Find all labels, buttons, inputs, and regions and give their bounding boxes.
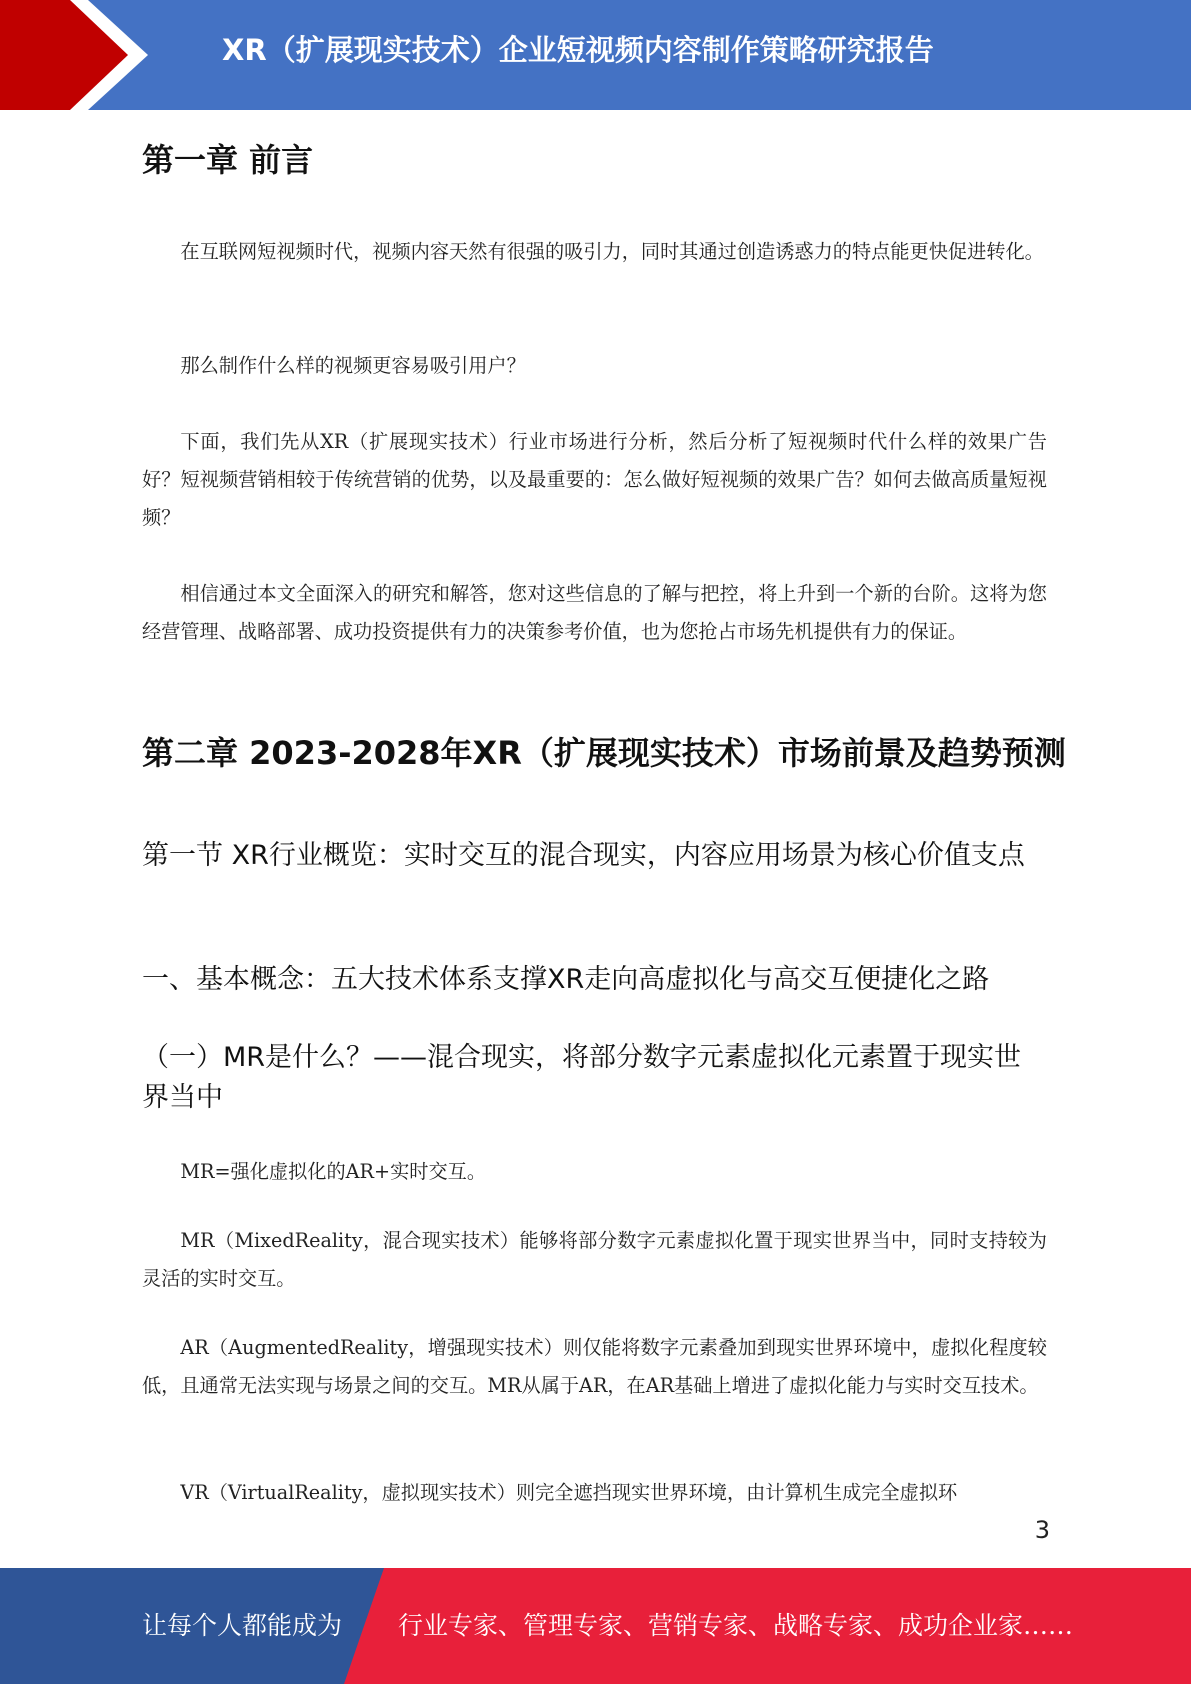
footer-slogan-left: 让每个人都能成为	[142, 1611, 343, 1640]
footer-band	[0, 1568, 1191, 1684]
chapter-1-paragraph-4: 相信通过本文全面深入的研究和解答，您对这些信息的了解与把控，将上升到一个新的台阶。这将为您经营管理、战略部署、成功投资提供有力的决策参考价值，也为您抢占市场先机提供有力的保证。	[142, 582, 1047, 643]
chapter-2-paragraph-4: VR（VirtualReality，虚拟现实技术）则完全遮挡现实世界环境，由计算机生成完全虚拟环	[180, 1481, 958, 1504]
report-title: XR（扩展现实技术）企业短视频内容制作策略研究报告	[222, 33, 934, 67]
chapter-1-paragraph-2: 那么制作什么样的视频更容易吸引用户？	[180, 354, 526, 377]
section-1-title: 第一节 XR行业概览：实时交互的混合现实，内容应用场景为核心价值支点	[142, 840, 1025, 871]
chapter-2-paragraph-3: AR（AugmentedReality，增强现实技术）则仅能将数字元素叠加到现实世界环境中，虚拟化程度较低，且通常无法实现与场景之间的交互。MR从属于AR，在AR基础上增进了虚拟化能力与实时交互技术。	[142, 1336, 1047, 1397]
item-1-title: （一）MR是什么？——混合现实，将部分数字元素虚拟化元素置于现实世界当中	[142, 1042, 1022, 1113]
chapter-2-paragraph-1: MR=强化虚拟化的AR+实时交互。	[180, 1160, 487, 1183]
chapter-2-title: 第二章 2023-2028年XR（扩展现实技术）市场前景及趋势预测	[142, 734, 1066, 772]
footer-slogan-right: 行业专家、管理专家、营销专家、战略专家、成功企业家……	[398, 1611, 1074, 1640]
header-band	[0, 0, 1191, 110]
subsection-1-title: 一、基本概念：五大技术体系支撑XR走向高虚拟化与高交互便捷化之路	[142, 964, 990, 995]
page-number: 3	[1034, 1516, 1050, 1544]
chapter-1-title: 第一章 前言	[142, 141, 314, 179]
chapter-2-paragraph-2: MR（MixedReality，混合现实技术）能够将部分数字元素虚拟化置于现实世界当中，同时支持较为灵活的实时交互。	[142, 1229, 1047, 1290]
chapter-1-paragraph-1: 在互联网短视频时代，视频内容天然有很强的吸引力，同时其通过创造诱惑力的特点能更快促进转化。	[180, 240, 1044, 263]
chapter-1-paragraph-3: 下面，我们先从XR（扩展现实技术）行业市场进行分析，然后分析了短视频时代什么样的效果广告好？短视频营销相较于传统营销的优势，以及最重要的：怎么做好短视频的效果广告？如何去做高质量短视频？	[142, 430, 1047, 529]
header-arrow-decoration	[0, 0, 160, 110]
